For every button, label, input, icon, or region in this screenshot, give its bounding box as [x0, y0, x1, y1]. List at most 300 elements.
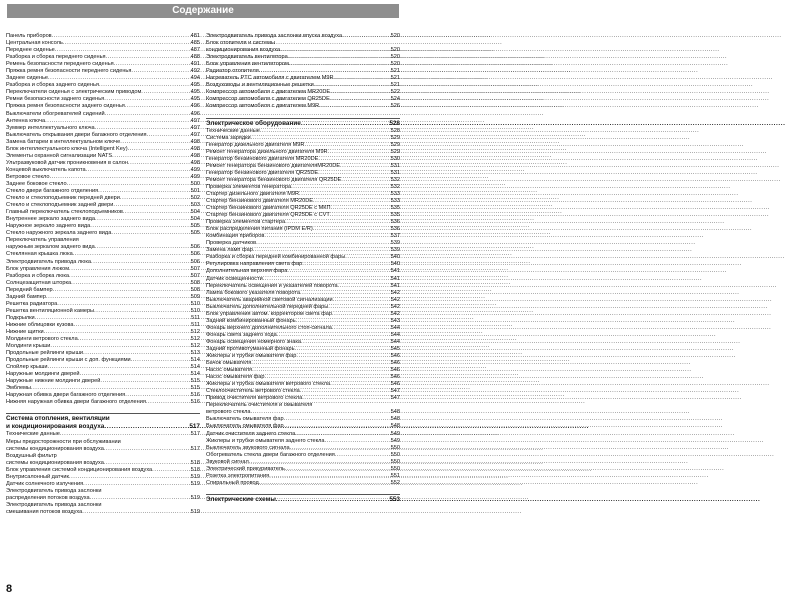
toc-leader-dots: [259, 68, 391, 75]
toc-leader-dots: [325, 438, 391, 445]
toc-entry: [6, 89, 200, 96]
toc-leader-dots: [78, 336, 191, 343]
toc-entry-title: Нижняя наружная обивка двери багажного отделения: [6, 399, 146, 406]
toc-entry: [6, 385, 200, 392]
toc-entry-page: 506: [190, 258, 200, 265]
toc-entry-page: 531: [390, 162, 400, 169]
toc-entry-title: Разборка и сборка заднего сиденья: [6, 82, 99, 89]
toc-entry: [6, 47, 200, 54]
toc-entry-title: Проверка элементов стартера: [206, 219, 286, 226]
toc-entry-page: 505: [190, 230, 200, 237]
toc-entry-page: 520: [390, 47, 400, 54]
toc-entry-page: 507: [190, 272, 200, 279]
toc-entry-page: 514: [190, 364, 200, 371]
toc-entry: [6, 251, 200, 258]
toc-entry: [6, 146, 200, 153]
toc-entry-page: 499: [190, 173, 200, 180]
toc-entry-page: 530: [390, 155, 400, 162]
toc-entry: [6, 181, 200, 188]
toc-leader-dots: [86, 167, 191, 174]
toc-entry-page: 520: [390, 33, 400, 39]
toc-entry-title: Фонарь верхнего дополнительного стоп-сигнала: [206, 324, 332, 331]
toc-entry-title: Наружное зеркало заднего вида: [6, 223, 91, 230]
toc-leader-dots: [100, 378, 190, 385]
toc-entry-title: Электродвигатель вентилятора: [206, 54, 288, 61]
toc-entry-page: 524: [390, 96, 400, 103]
toc-entry-title: Пряжка ремня безопасности заднего сиденья: [6, 103, 125, 110]
toc-entry: [206, 466, 400, 473]
toc-leader-dots: [69, 266, 191, 273]
toc-entry-page: 495: [190, 96, 200, 103]
toc-entry-title: Проверка элементов генератора: [206, 183, 292, 190]
toc-entry-page: 519: [190, 473, 200, 480]
contents-title: Содержание: [172, 5, 234, 16]
toc-entry-title: Насос омывателя фар: [206, 374, 265, 381]
toc-entry-title: Ремни безопасности заднего сиденья: [6, 96, 105, 103]
toc-entry-title: Спойлер крыши: [6, 364, 48, 371]
toc-leader-dots: [335, 452, 391, 459]
toc-entry-page: 498: [190, 159, 200, 166]
toc-entry-page: 485: [190, 40, 200, 47]
toc-entry: [206, 445, 400, 452]
toc-entry-page: 515: [190, 385, 200, 392]
toc-entry: [6, 96, 200, 103]
toc-entry: [206, 268, 400, 275]
toc-leader-dots: [300, 388, 391, 395]
toc-entry: [206, 423, 400, 430]
toc-leader-dots: [328, 304, 390, 311]
toc-entry-title: Воздуховоды и вентиляционные решетки: [206, 82, 314, 89]
toc-leader-dots: [330, 381, 391, 388]
toc-entry: [6, 61, 200, 68]
toc-entry-page: 498: [190, 145, 200, 152]
toc-entry-title: Компрессор автомобиля с двигателем MR20DE: [206, 89, 331, 96]
section-gap: [6, 406, 200, 413]
toc-leader-dots: [105, 111, 191, 118]
toc-leader-dots: [332, 311, 391, 318]
toc-entry: [6, 460, 200, 467]
toc-leader-dots: [95, 125, 191, 132]
toc-leader-dots: [113, 202, 190, 209]
toc-entry: [6, 153, 200, 160]
toc-entry: [206, 276, 400, 283]
left-entries: [6, 33, 200, 406]
toc-entry: [6, 273, 200, 280]
toc-leader-dots: [131, 357, 191, 364]
toc-entry-title: Центральная консоль: [6, 40, 63, 47]
toc-entry-page: 535: [390, 205, 400, 212]
toc-entry: [206, 142, 400, 149]
toc-entry-page: 507: [190, 265, 200, 272]
toc-leader-dots: [48, 75, 191, 82]
toc-entry-title: Нижние облицовки кузова: [6, 321, 74, 328]
toc-entry-page: 492: [190, 68, 200, 75]
toc-entry-page: 520: [390, 61, 400, 68]
toc-entry: [6, 453, 200, 460]
toc-entry: [6, 431, 200, 438]
toc-leader-dots: [259, 480, 391, 487]
toc-entry-title: Дополнительная верхняя фара: [206, 268, 288, 275]
toc-entry: [6, 378, 200, 385]
toc-leader-dots: [333, 297, 391, 304]
toc-entry-title: системы кондиционирования воздуха: [6, 445, 104, 452]
toc-entry-page: 516: [190, 399, 200, 406]
toc-entry-page: 540: [390, 261, 400, 268]
toc-entry: [6, 237, 200, 244]
toc-leader-dots: [289, 61, 391, 68]
toc-leader-dots: [128, 160, 191, 167]
toc-entry-title: Замена ламп фар: [206, 247, 253, 254]
toc-entry: [206, 381, 400, 388]
section-gap: [206, 487, 400, 494]
toc-entry-title: Технические данные: [206, 127, 260, 134]
toc-leader-dots: [313, 226, 391, 233]
toc-entry-page: 504: [190, 216, 200, 223]
toc-entry-title: Стеклоочиститель ветрового стекла: [206, 388, 300, 395]
toc-entry-title: Нагреватель PTC автомобиля с двигателем M9R: [206, 75, 334, 82]
toc-leader-dots: [63, 40, 191, 47]
toc-entry-page: 501: [190, 188, 200, 195]
toc-leader-dots: [301, 339, 391, 346]
toc-entry: [206, 459, 400, 466]
toc-entry: [206, 103, 400, 110]
toc-entry: [206, 212, 400, 219]
toc-entry-title: Комбинация приборов: [206, 233, 265, 240]
toc-entry: [206, 54, 400, 61]
toc-entry: [6, 54, 200, 61]
toc-entry-page: 539: [390, 247, 400, 254]
toc-entry-page: 515: [190, 378, 200, 385]
toc-entry: [6, 399, 200, 406]
toc-entry-title: Проверка датчиков: [206, 240, 257, 247]
toc-leader-dots: [290, 445, 391, 452]
toc-entry-page: 543: [390, 317, 400, 324]
toc-entry: [6, 103, 200, 110]
toc-entry-page: 537: [390, 233, 400, 240]
toc-entry: [6, 82, 200, 89]
toc-leader-dots: [252, 367, 391, 374]
toc-entry-page: 517: [190, 445, 200, 452]
toc-entry-page: 548: [390, 416, 400, 423]
toc-leader-dots: [330, 89, 391, 96]
toc-entry-page: 500: [190, 180, 200, 187]
toc-entry: [206, 311, 400, 318]
toc-entry-title: Стекло и стеклоподъемник передней двери: [6, 195, 120, 202]
toc-leader-dots: [69, 474, 191, 481]
toc-entry-title: Радиатор отопителя: [206, 68, 259, 75]
toc-entry-page: 512: [190, 336, 200, 343]
toc-entry-page: 514: [190, 371, 200, 378]
toc-entry-page: 546: [390, 353, 400, 360]
toc-entry-title: кондиционирования воздуха: [206, 47, 281, 54]
toc-entry-page: 546: [390, 374, 400, 381]
toc-entry-title: Стекло наружного зеркала заднего вида: [6, 230, 112, 237]
toc-entry-title: Генератор бензинового двигателя QR25DE: [206, 169, 319, 176]
toc-entry-title: распределения потоков воздуха: [6, 494, 90, 501]
toc-entry-page: 542: [390, 296, 400, 303]
toc-entry-page: 528: [390, 127, 400, 134]
toc-entry-page: 517: [190, 431, 200, 438]
toc-entry: [6, 68, 200, 75]
toc-leader-dots: [296, 318, 391, 325]
toc-entry: [206, 318, 400, 325]
toc-entry-title: Переключатель очистителя и омывателя: [206, 402, 313, 409]
toc-entry-title: Фонарь света заднего хода: [206, 331, 277, 338]
toc-entry-page: 546: [390, 360, 400, 367]
toc-entry-title: Главный переключатель стеклоподъемников: [6, 209, 123, 216]
toc-leader-dots: [260, 128, 391, 135]
toc-entry-page: 521: [390, 68, 400, 75]
toc-entry-title: Система зарядки: [206, 134, 251, 141]
toc-entry-page: 550: [390, 465, 400, 472]
toc-entry-title: Задний комбинированный фонарь: [206, 317, 296, 324]
toc-entry: [206, 374, 400, 381]
toc-entry-page: 545: [390, 345, 400, 352]
toc-entry-title: Разборка и сборка передней комбинированной фары: [206, 254, 346, 261]
toc-entry-title: Разборка и сборка переднего сиденья: [6, 54, 106, 61]
toc-entry-page: 518: [190, 466, 200, 473]
toc-entry: [6, 329, 200, 336]
toc-entry-page: 552: [390, 479, 400, 486]
toc-leader-dots: [285, 466, 391, 473]
toc-entry: [6, 502, 200, 509]
toc-entry-page: 513: [190, 350, 200, 357]
toc-entry-page: 533: [390, 190, 400, 197]
toc-leader-dots: [280, 47, 391, 54]
toc-entry: [6, 244, 200, 251]
toc-entry-page: 510: [190, 300, 200, 307]
toc-entry: [206, 409, 400, 416]
toc-entry-title: Молдинги крыши: [6, 343, 51, 350]
toc-entry-page: 519: [190, 509, 200, 515]
toc-entry-page: 503: [190, 202, 200, 209]
toc-entry: [206, 325, 400, 332]
toc-leader-dots: [53, 287, 191, 294]
section-divider: [206, 118, 400, 119]
toc-entry: [6, 223, 200, 230]
toc-entry: [206, 431, 400, 438]
toc-entry-page: 511: [191, 314, 200, 321]
toc-entry-page: 540: [390, 254, 400, 261]
toc-entry: [6, 111, 200, 118]
toc-entry: [6, 495, 200, 502]
toc-leader-dots: [332, 325, 391, 332]
toc-leader-dots: [31, 385, 191, 392]
toc-entry: [206, 47, 400, 54]
toc-entry: [206, 40, 400, 47]
toc-entry-title: Стартер бензинового двигателя QR25DE с CVT: [206, 212, 330, 219]
toc-leader-dots: [341, 177, 390, 184]
toc-leader-dots: [318, 156, 390, 163]
toc-entry: [6, 216, 200, 223]
toc-entry-page: 511: [191, 321, 200, 328]
toc-leader-dots: [330, 212, 391, 219]
toc-entry: [206, 149, 400, 156]
toc-entry-page: 498: [190, 152, 200, 159]
toc-entry: [206, 290, 400, 297]
toc-entry-title: Концевой выключатель капота: [6, 166, 86, 173]
toc-entry-title: Технические данные: [6, 431, 60, 438]
toc-leader-dots: [295, 431, 390, 438]
toc-entry-title: Насос омывателя: [206, 367, 253, 374]
toc-entry: [206, 297, 400, 304]
toc-entry-title: Молдинги ветрового стекла: [6, 336, 78, 343]
toc-entry-page: 541: [390, 268, 400, 275]
toc-entry: [6, 132, 200, 139]
toc-leader-dots: [300, 290, 391, 297]
toc-entry-title: Стартер бензинового двигателя MR20DE: [206, 197, 313, 204]
toc-entry-title: Стартер бензинового двигателя QR25DE с МКП: [206, 205, 331, 212]
toc-entry-page: 514: [190, 357, 200, 364]
toc-entry-page: 547: [390, 388, 400, 395]
toc-entry: [6, 139, 200, 146]
toc-entry: [206, 61, 400, 68]
toc-entry-title: Датчик очистителя заднего стекла: [206, 430, 296, 437]
toc-leader-dots: [104, 96, 190, 103]
toc-leader-dots: [291, 184, 391, 191]
toc-entry-title: Замена батареи в интеллектуальном ключе: [6, 138, 121, 145]
toc-leader-dots: [55, 47, 191, 54]
toc-entry-title: Генератор дизельного двигателя M9R: [206, 141, 305, 148]
toc-entry: [206, 438, 400, 445]
toc-entry-title: Регулировка направления света фар: [206, 261, 303, 268]
toc-entry-title: Спиральный провод: [206, 479, 259, 486]
toc-leader-dots: [44, 329, 191, 336]
toc-leader-dots: [251, 135, 391, 142]
toc-entry-title: Блок интеллектуального ключа (Intelligent Key): [6, 145, 128, 152]
toc-leader-dots: [83, 481, 190, 488]
toc-entry-title: Блок управления люком: [6, 265, 70, 272]
toc-leader-dots: [106, 54, 191, 61]
toc-leader-dots: [52, 33, 191, 40]
toc-entry-title: Элементы охранной сигнализации NATS: [6, 152, 113, 159]
toc-entry-page: 519: [190, 494, 200, 501]
toc-entry: [6, 174, 200, 181]
toc-entry-title: Передний бампер: [6, 286, 53, 293]
toc-entry: [206, 283, 400, 290]
toc-leader-dots: [334, 75, 391, 82]
toc-entry-title: Выключатель открывания двери багажного отделения: [6, 131, 147, 138]
toc-leader-dots: [331, 205, 391, 212]
toc-entry-title: Жиклеры и трубки омывателя фар: [206, 353, 297, 360]
toc-entry-title: системы кондиционирования воздуха: [6, 459, 104, 466]
toc-leader-dots: [264, 374, 390, 381]
toc-entry-page: 494: [190, 75, 200, 82]
toc-leader-dots: [67, 181, 191, 188]
toc-entry-page: 497: [190, 124, 200, 131]
toc-entry: [206, 402, 400, 409]
toc-entry-title: Блок распределения питания (IPDM E/R): [206, 226, 313, 233]
toc-entry-title: Ветровое стекло: [6, 173, 50, 180]
toc-entry-page: 496: [190, 110, 200, 117]
toc-entry: [6, 488, 200, 495]
contents-header: [7, 4, 399, 18]
toc-entry-page: 548: [390, 409, 400, 416]
toc-leader-dots: [288, 54, 391, 61]
toc-entry-page: 497: [190, 117, 200, 124]
toc-entry-page: 487: [190, 47, 200, 54]
toc-entry: [206, 135, 400, 142]
toc-leader-dots: [90, 495, 191, 502]
toc-entry: [6, 446, 200, 453]
section-divider: [206, 494, 400, 495]
toc-entry: [206, 367, 400, 374]
toc-leader-dots: [263, 276, 391, 283]
toc-entry-title: Выключатель дополнительной передней фары: [206, 303, 329, 310]
toc-entry-title: Ремонт генератора дизельного двигателя M9R: [206, 148, 328, 155]
right-column: [206, 33, 400, 504]
toc-leader-dots: [112, 153, 190, 160]
toc-entry-title: Блок отопителя и системы: [206, 40, 275, 47]
toc-entry-page: 516: [190, 392, 200, 399]
toc-entry-title: Переднее сиденье: [6, 47, 55, 54]
toc-entry-title: Панель приборов: [6, 33, 52, 39]
toc-entry-title: Розетка электропитания: [206, 472, 270, 479]
toc-entry: [206, 339, 400, 346]
toc-entry-title: Фонарь освещения номерного знака: [206, 338, 302, 345]
toc-entry-title: Лампа бокового указателя поворота: [206, 289, 300, 296]
toc-entry: [206, 388, 400, 395]
toc-entry: [6, 125, 200, 132]
toc-entry-page: 521: [390, 75, 400, 82]
toc-entry-page: 522: [390, 89, 400, 96]
toc-entry: [206, 480, 400, 487]
toc-entry-title: Датчик освещенности: [206, 275, 263, 282]
toc-entry-title: Ультразвуковой датчик проникновения в салон: [6, 159, 128, 166]
toc-entry-title: Антенна ключа: [6, 117, 46, 124]
toc-entry-title: Компрессор автомобиля с двигателем M9R: [206, 103, 320, 110]
toc-entry-page: 550: [390, 451, 400, 458]
toc-entry-page: 496: [190, 103, 200, 110]
toc-entry-page: 546: [390, 381, 400, 388]
toc-entry-page: 542: [390, 303, 400, 310]
toc-leader-dots: [295, 346, 391, 353]
toc-entry: [6, 322, 200, 329]
toc-entry-page: 509: [190, 293, 200, 300]
toc-entry-page: 505: [190, 223, 200, 230]
toc-entry: [206, 346, 400, 353]
toc-entry: [206, 219, 400, 226]
toc-entry: [206, 261, 400, 268]
toc-entry-page: 491: [190, 61, 200, 68]
toc-leader-dots: [120, 139, 190, 146]
toc-entry: [206, 82, 400, 89]
toc-entry-page: 518: [190, 459, 200, 466]
toc-leader-dots: [104, 446, 191, 453]
toc-entry: [6, 336, 200, 343]
toc-entry: [206, 68, 400, 75]
toc-entry-title: Решетка радиатора: [6, 300, 58, 307]
toc-entry-page: 499: [190, 166, 200, 173]
toc-entry-page: 529: [390, 134, 400, 141]
diagrams-section-title: Электрические схемы ..... 553: [206, 496, 400, 504]
toc-entry: [6, 40, 200, 47]
toc-entry: [6, 160, 200, 167]
toc-entry: [6, 294, 200, 301]
toc-entry-title: Нижние щитки: [6, 328, 44, 335]
toc-leader-dots: [49, 174, 190, 181]
toc-entry-title: Продольные рейлинги крыши с доп. функциями: [6, 357, 131, 364]
toc-entry-title: Продольные рейлинги крыши: [6, 350, 84, 357]
toc-leader-dots: [318, 170, 391, 177]
toc-entry-title: Компрессор автомобиля с двигателем QR25DE: [206, 96, 330, 103]
toc-entry: [6, 230, 200, 237]
right-entries: [206, 33, 400, 111]
toc-entry-title: Эмблемы: [6, 385, 31, 392]
toc-entry-page: 533: [390, 197, 400, 204]
toc-entry-title: Электрический прикуриватель: [206, 465, 285, 472]
toc-entry-page: 532: [390, 176, 400, 183]
